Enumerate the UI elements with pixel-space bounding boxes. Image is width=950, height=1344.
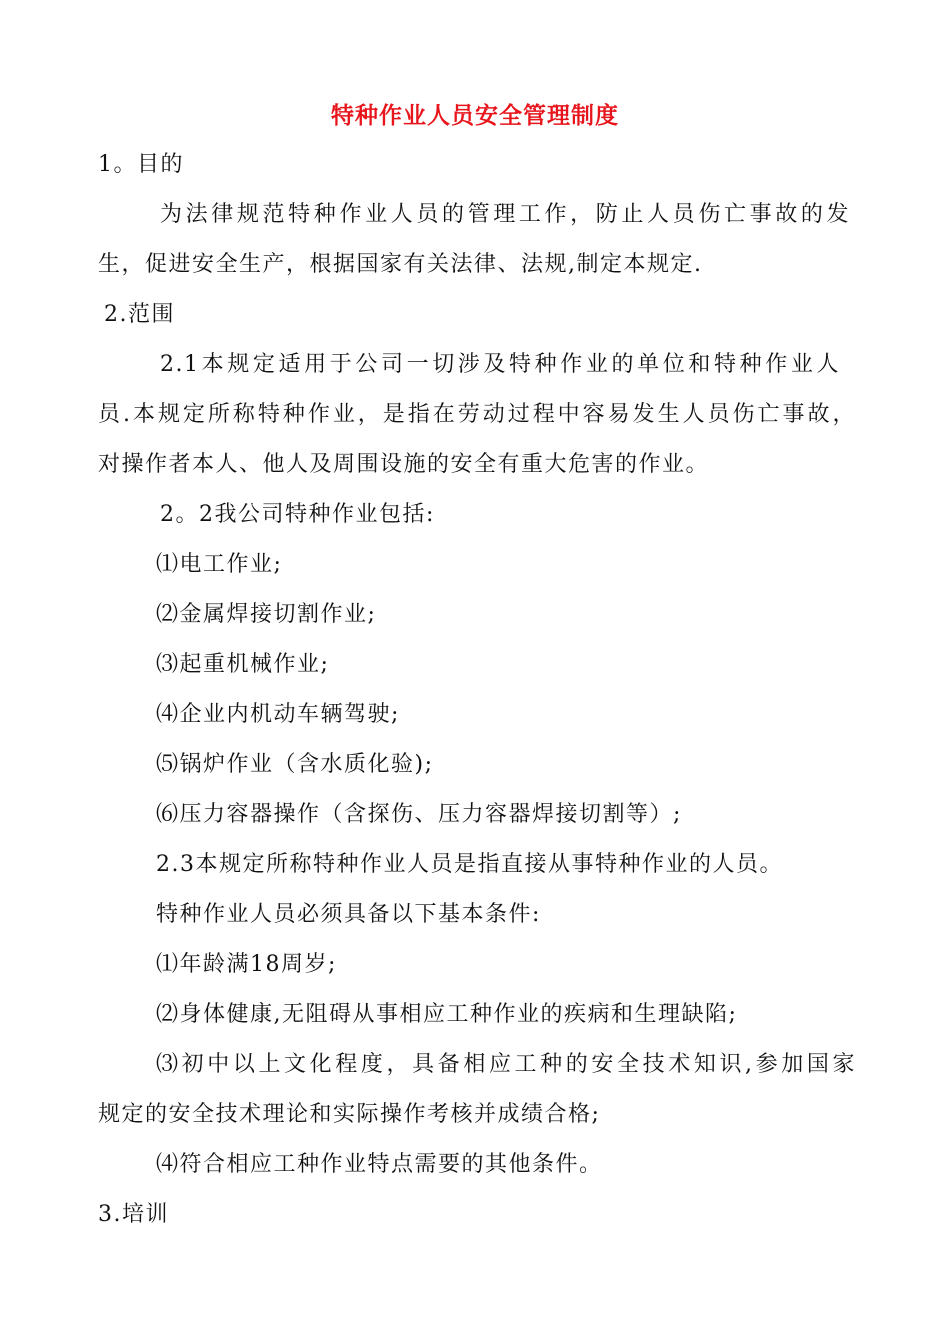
list-item: ⑴年龄满18周岁; (156, 952, 337, 977)
list-item: ⑷符合相应工种作业特点需要的其他条件。 (156, 1152, 603, 1177)
section-heading-training: 3.培训 (98, 1202, 169, 1227)
list-item: ⑵身体健康,无阻碍从事相应工种作业的疾病和生理缺陷; (156, 1002, 738, 1027)
document-title: 特种作业人员安全管理制度 (331, 103, 619, 129)
subsection-heading: 2。2我公司特种作业包括: (160, 502, 435, 527)
section-heading-purpose: 1。目的 (98, 152, 184, 177)
list-item: ⑶起重机械作业; (156, 652, 330, 677)
paragraph-line: 特种作业人员必须具备以下基本条件: (156, 902, 541, 927)
paragraph-line: 生，促进安全生产，根据国家有关法律、法规,制定本规定. (98, 252, 703, 277)
paragraph-line: 规定的安全技术理论和实际操作考核并成绩合格; (98, 1102, 601, 1127)
paragraph-line: 为法律规范特种作业人员的管理工作，防止人员伤亡事故的发 (160, 202, 850, 227)
paragraph-line: 对操作者本人、他人及周围设施的安全有重大危害的作业。 (98, 452, 710, 477)
list-item: ⑵金属焊接切割作业; (156, 602, 377, 627)
paragraph-line: 2.3本规定所称特种作业人员是指直接从事特种作业的人员。 (156, 852, 783, 877)
list-item: ⑹压力容器操作（含探伤、压力容器焊接切割等）; (156, 802, 682, 827)
paragraph-line: 2.1本规定适用于公司一切涉及特种作业的单位和特种作业人 (160, 352, 840, 377)
list-item: ⑶初中以上文化程度，具备相应工种的安全技术知识,参加国家 (156, 1052, 856, 1077)
list-item: ⑴电工作业; (156, 552, 283, 577)
section-heading-scope: 2.范围 (104, 302, 175, 327)
paragraph-line: 员.本规定所称特种作业，是指在劳动过程中容易发生人员伤亡事故， (98, 402, 856, 427)
list-item: ⑷企业内机动车辆驾驶; (156, 702, 400, 727)
list-item: ⑸锅炉作业（含水质化验); (156, 752, 434, 777)
